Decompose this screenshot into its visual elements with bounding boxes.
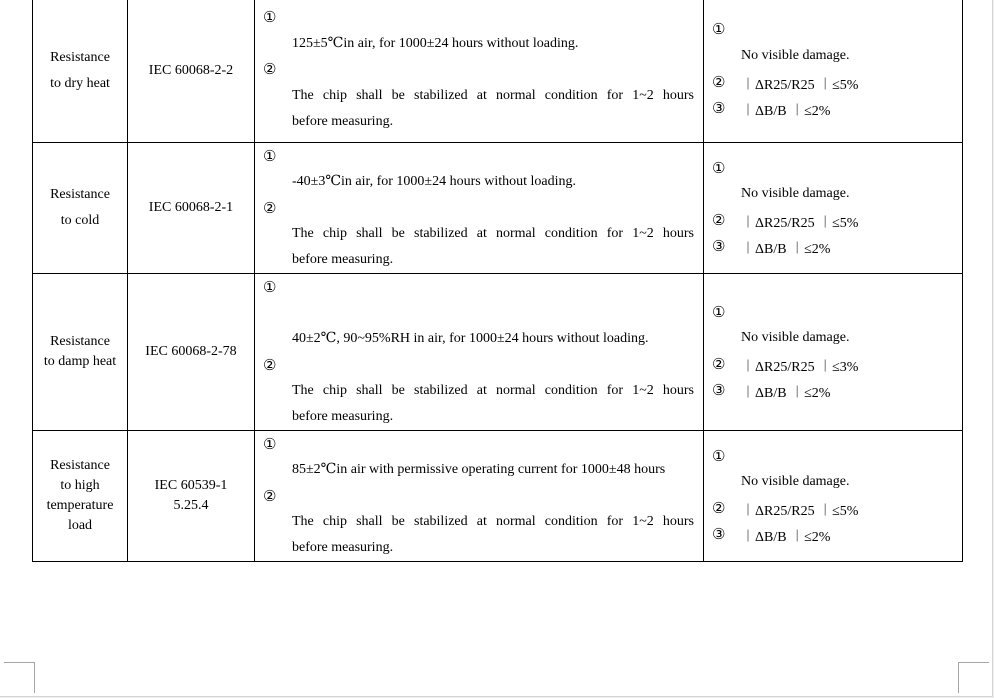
requirement-visual: No visible damage. <box>741 185 850 201</box>
circled-number-2: ② <box>712 500 726 517</box>
standard-line: IEC 60539-1 <box>154 477 228 493</box>
circled-number-1: ① <box>263 10 277 26</box>
test-item-line: Resistance <box>50 333 110 349</box>
test-item-line: load <box>67 517 93 533</box>
condition-text: 85±2℃in air with permissive operating current for 1000±48 hours <box>292 461 666 477</box>
requirement-cell <box>704 142 963 273</box>
test-item-cell <box>33 142 128 273</box>
test-item-cell <box>33 273 128 430</box>
standard-cell <box>128 142 255 273</box>
condition-text: 125±5℃in air, for 1000±24 hours without loading. <box>292 36 579 51</box>
test-item-line: to damp heat <box>43 353 117 369</box>
circled-number-1: ① <box>712 304 726 321</box>
test-item-line: to cold <box>60 212 100 228</box>
page-corner-mark-right <box>958 662 989 693</box>
standard-line: IEC 60068-2-78 <box>145 343 237 359</box>
circled-number-1: ① <box>263 148 277 165</box>
page-corner-mark-left <box>4 662 35 693</box>
table-row <box>33 142 963 273</box>
circled-number-1: ① <box>712 448 726 465</box>
circled-number-2: ② <box>263 62 277 78</box>
requirement-resistance: ︱ΔR25/R25 ︱≤3% <box>741 359 859 375</box>
circled-number-2: ② <box>712 75 726 91</box>
circled-number-3: ③ <box>712 238 726 255</box>
table-row <box>33 273 963 430</box>
test-item-cell <box>33 0 128 142</box>
circled-number-1: ① <box>263 436 277 453</box>
stabilize-note-line2: before measuring. <box>292 114 394 129</box>
requirement-resistance: ︱ΔR25/R25 ︱≤5% <box>741 78 859 93</box>
stabilize-note-line2: before measuring. <box>292 539 394 555</box>
condition-cell <box>255 142 704 273</box>
circled-number-3: ③ <box>712 101 726 117</box>
standard-line: IEC 60068-2-2 <box>148 62 234 78</box>
requirement-cell <box>704 273 963 430</box>
test-item-cell <box>33 430 128 561</box>
requirement-bvalue: ︱ΔB/B ︱≤2% <box>741 385 831 401</box>
requirement-cell <box>704 0 963 142</box>
requirement-visual: No visible damage. <box>741 329 850 345</box>
standard-line: 5.25.4 <box>173 497 209 513</box>
circled-number-2: ② <box>263 200 277 217</box>
test-item-line: Resistance <box>50 186 110 202</box>
circled-number-2: ② <box>712 356 726 373</box>
circled-number-2: ② <box>263 357 277 374</box>
stabilize-note-line2: before measuring. <box>292 408 394 424</box>
circled-number-2: ② <box>263 488 277 505</box>
test-item-line: Resistance <box>50 49 110 65</box>
stabilize-note-line1: The chip shall be stabilized at normal condition for 1~2 hours <box>292 513 694 529</box>
stabilize-note-line2: before measuring. <box>292 251 394 267</box>
circled-number-3: ③ <box>712 526 726 543</box>
requirement-visual: No visible damage. <box>741 48 850 63</box>
standard-cell <box>128 273 255 430</box>
standard-cell <box>128 0 255 142</box>
condition-cell <box>255 0 704 142</box>
circled-number-2: ② <box>712 212 726 229</box>
circled-number-1: ① <box>263 279 277 296</box>
condition-text: 40±2℃, 90~95%RH in air, for 1000±24 hours without loading. <box>292 330 649 346</box>
requirement-cell <box>704 430 963 561</box>
stabilize-note-line1: The chip shall be stabilized at normal condition for 1~2 hours <box>292 382 694 398</box>
condition-cell <box>255 430 704 561</box>
requirement-resistance: ︱ΔR25/R25 ︱≤5% <box>741 215 859 231</box>
test-item-line: to high <box>60 477 100 493</box>
stabilize-note-line1: The chip shall be stabilized at normal condition for 1~2 hours <box>292 225 694 241</box>
circled-number-1: ① <box>712 22 726 38</box>
requirement-visual: No visible damage. <box>741 473 850 489</box>
circled-number-3: ③ <box>712 382 726 399</box>
requirement-resistance: ︱ΔR25/R25 ︱≤5% <box>741 503 859 519</box>
circled-number-1: ① <box>712 160 726 177</box>
test-item-line: to dry heat <box>50 75 110 91</box>
test-item-line: Resistance <box>50 457 110 473</box>
stabilize-note-line1: The chip shall be stabilized at normal condition for 1~2 hours <box>292 88 694 103</box>
table-row <box>33 430 963 561</box>
standard-line: IEC 60068-2-1 <box>148 199 234 215</box>
requirement-bvalue: ︱ΔB/B ︱≤2% <box>741 529 831 545</box>
standard-cell <box>128 430 255 561</box>
condition-cell <box>255 273 704 430</box>
test-spec-table <box>32 0 963 562</box>
requirement-bvalue: ︱ΔB/B ︱≤2% <box>741 241 831 257</box>
table-row <box>33 0 963 142</box>
test-item-line: temperature <box>46 497 114 513</box>
requirement-bvalue: ︱ΔB/B ︱≤2% <box>741 104 831 119</box>
condition-text: -40±3℃in air, for 1000±24 hours without loading. <box>292 173 576 189</box>
